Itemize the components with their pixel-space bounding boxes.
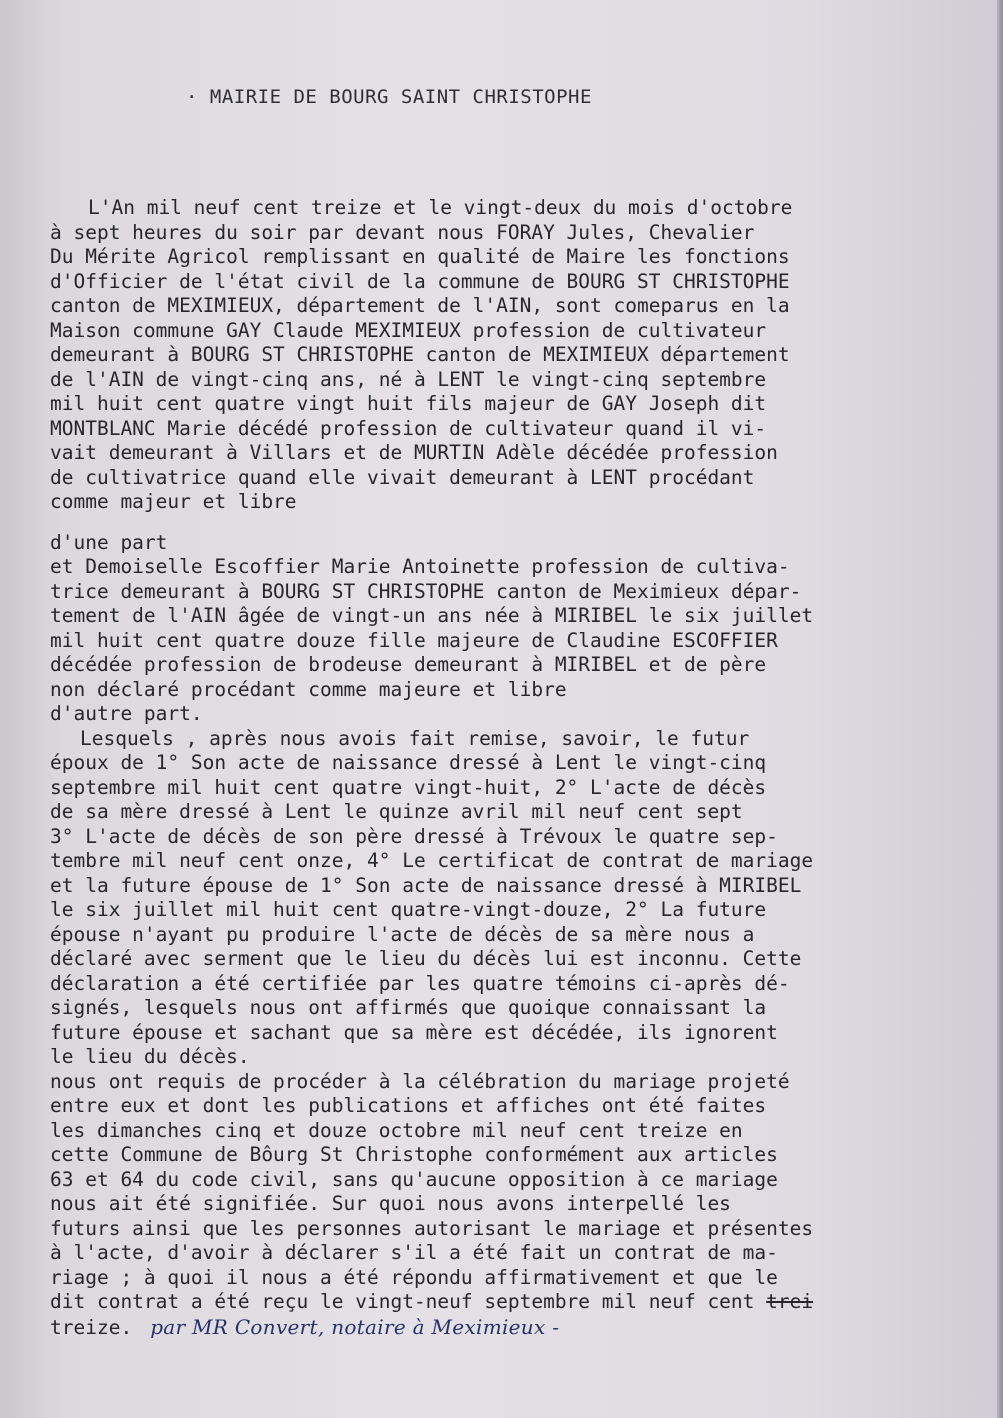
text-line: trice demeurant à BOURG ST CHRISTOPHE canton de Meximieux dépar- bbox=[50, 579, 802, 603]
text-line: non déclaré procédant comme majeure et libre bbox=[50, 677, 567, 701]
document-title: · MAIRIE DE BOURG SAINT CHRISTOPHE bbox=[186, 86, 592, 108]
text-line: de sa mère dressé à Lent le quinze avril mil neuf cent sept bbox=[50, 800, 743, 823]
paragraph-4 bbox=[50, 1070, 995, 1341]
text-line: Lesquels , après nous avois fait remise, savoir, le futur bbox=[80, 726, 750, 750]
text-line: mil huit cent quatre douze fille majeure de Claudine ESCOFFIER bbox=[50, 628, 778, 652]
paragraph-gap bbox=[50, 515, 995, 531]
struck-word: trei bbox=[766, 1290, 814, 1313]
text-line: de cultivatrice quand elle vivait demeurant à LENT procédant bbox=[50, 465, 755, 489]
paragraph-1 bbox=[50, 196, 995, 515]
text-line: d'autre part. bbox=[50, 702, 203, 725]
paragraph-3 bbox=[50, 727, 995, 1070]
text-line: signés, lesquels nous ont affirmés que quoique connaissant la bbox=[50, 996, 767, 1019]
text-line: le six juillet mil huit cent quatre-vingt-douze, 2° La future bbox=[50, 898, 767, 921]
text-line: MONTBLANC Marie décédé profession de cultivateur quand il vi- bbox=[50, 416, 767, 440]
text-line: épouse n'ayant pu produire l'acte de décès de sa mère nous a bbox=[50, 922, 755, 946]
paragraph-2 bbox=[50, 531, 995, 727]
text-line: à sept heures du soir par devant nous FORAY Jules, Chevalier bbox=[50, 220, 755, 244]
text-line: comme majeur et libre bbox=[50, 490, 297, 513]
text-line: 3° L'acte de décès de son père dressé à Trévoux le quatre sep- bbox=[50, 824, 778, 848]
text-line: décédée profession de brodeuse demeurant à MIRIBEL et de père bbox=[50, 653, 767, 676]
text-line: époux de 1° Son acte de naissance dressé à Lent le vingt-cinq bbox=[50, 751, 767, 774]
text-line: le lieu du décès. bbox=[50, 1045, 250, 1068]
text-line: Du Mérite Agricol remplissant en qualité de Maire les fonctions bbox=[50, 245, 790, 268]
text-line: déclaré avec serment que le lieu du décès lui est inconnu. Cette bbox=[50, 947, 802, 970]
final-word: treize. bbox=[50, 1315, 133, 1339]
text-line: vait demeurant à Villars et de MURTIN Adèle décédée profession bbox=[50, 441, 778, 464]
text-line: cette Commune de Bôurg St Christophe conformément aux articles bbox=[50, 1143, 778, 1166]
handwritten-note: par MR Convert, notaire à Meximieux - bbox=[150, 1314, 560, 1339]
text-line: de l'AIN de vingt-cinq ans, né à LENT le vingt-cinq septembre bbox=[50, 367, 767, 391]
text-line: tement de l'AIN âgée de vingt-un ans née à MIRIBEL le six juillet bbox=[50, 604, 814, 627]
text-line: Maison commune GAY Claude MEXIMIEUX profession de cultivateur bbox=[50, 318, 767, 342]
text-line: septembre mil huit cent quatre vingt-huit, 2° L'acte de décès bbox=[50, 775, 767, 799]
text-line: tembre mil neuf cent onze, 4° Le certificat de contrat de mariage bbox=[50, 849, 814, 872]
page-edge bbox=[997, 0, 1003, 1418]
text-line bbox=[50, 1315, 995, 1341]
text-line: 63 et 64 du code civil, sans qu'aucune opposition à ce mariage bbox=[50, 1167, 778, 1191]
text-line: nous ait été signifiée. Sur quoi nous avons interpellé les bbox=[50, 1192, 731, 1215]
text-line: demeurant à BOURG ST CHRISTOPHE canton de MEXIMIEUX département bbox=[50, 343, 790, 366]
text-line: riage ; à quoi il nous a été répondu affirmativement et que le bbox=[50, 1265, 778, 1289]
text-line bbox=[50, 1290, 995, 1315]
text-line: et la future épouse de 1° Son acte de naissance dressé à MIRIBEL bbox=[50, 873, 802, 897]
text-line: d'une part bbox=[50, 530, 168, 554]
text-line: mil huit cent quatre vingt huit fils majeur de GAY Joseph dit bbox=[50, 392, 767, 415]
text-line: nous ont requis de procéder à la célébration du mariage projeté bbox=[50, 1069, 790, 1093]
document-body bbox=[50, 196, 995, 1340]
text-line: à l'acte, d'avoir à déclarer s'il a été fait un contrat de ma- bbox=[50, 1241, 778, 1264]
text-line: entre eux et dont les publications et affiches ont été faites bbox=[50, 1094, 767, 1117]
text-line: futurs ainsi que les personnes autorisant le mariage et présentes bbox=[50, 1216, 814, 1240]
text-line: d'Officier de l'état civil de la commune de BOURG ST CHRISTOPHE bbox=[50, 269, 790, 293]
text-segment: dit contrat a été reçu le vingt-neuf septembre mil neuf cent bbox=[50, 1290, 755, 1313]
text-line: et Demoiselle Escoffier Marie Antoinette profession de cultiva- bbox=[50, 555, 790, 578]
text-line: canton de MEXIMIEUX, département de l'AIN, sont comeparus en la bbox=[50, 294, 790, 317]
text-line: future épouse et sachant que sa mère est décédée, ils ignorent bbox=[50, 1020, 778, 1044]
text-line: les dimanches cinq et douze octobre mil neuf cent treize en bbox=[50, 1118, 743, 1142]
text-line: déclaration a été certifiée par les quatre témoins ci-après dé- bbox=[50, 971, 790, 995]
text-line: L'An mil neuf cent treize et le vingt-deux du mois d'octobre bbox=[88, 196, 793, 219]
